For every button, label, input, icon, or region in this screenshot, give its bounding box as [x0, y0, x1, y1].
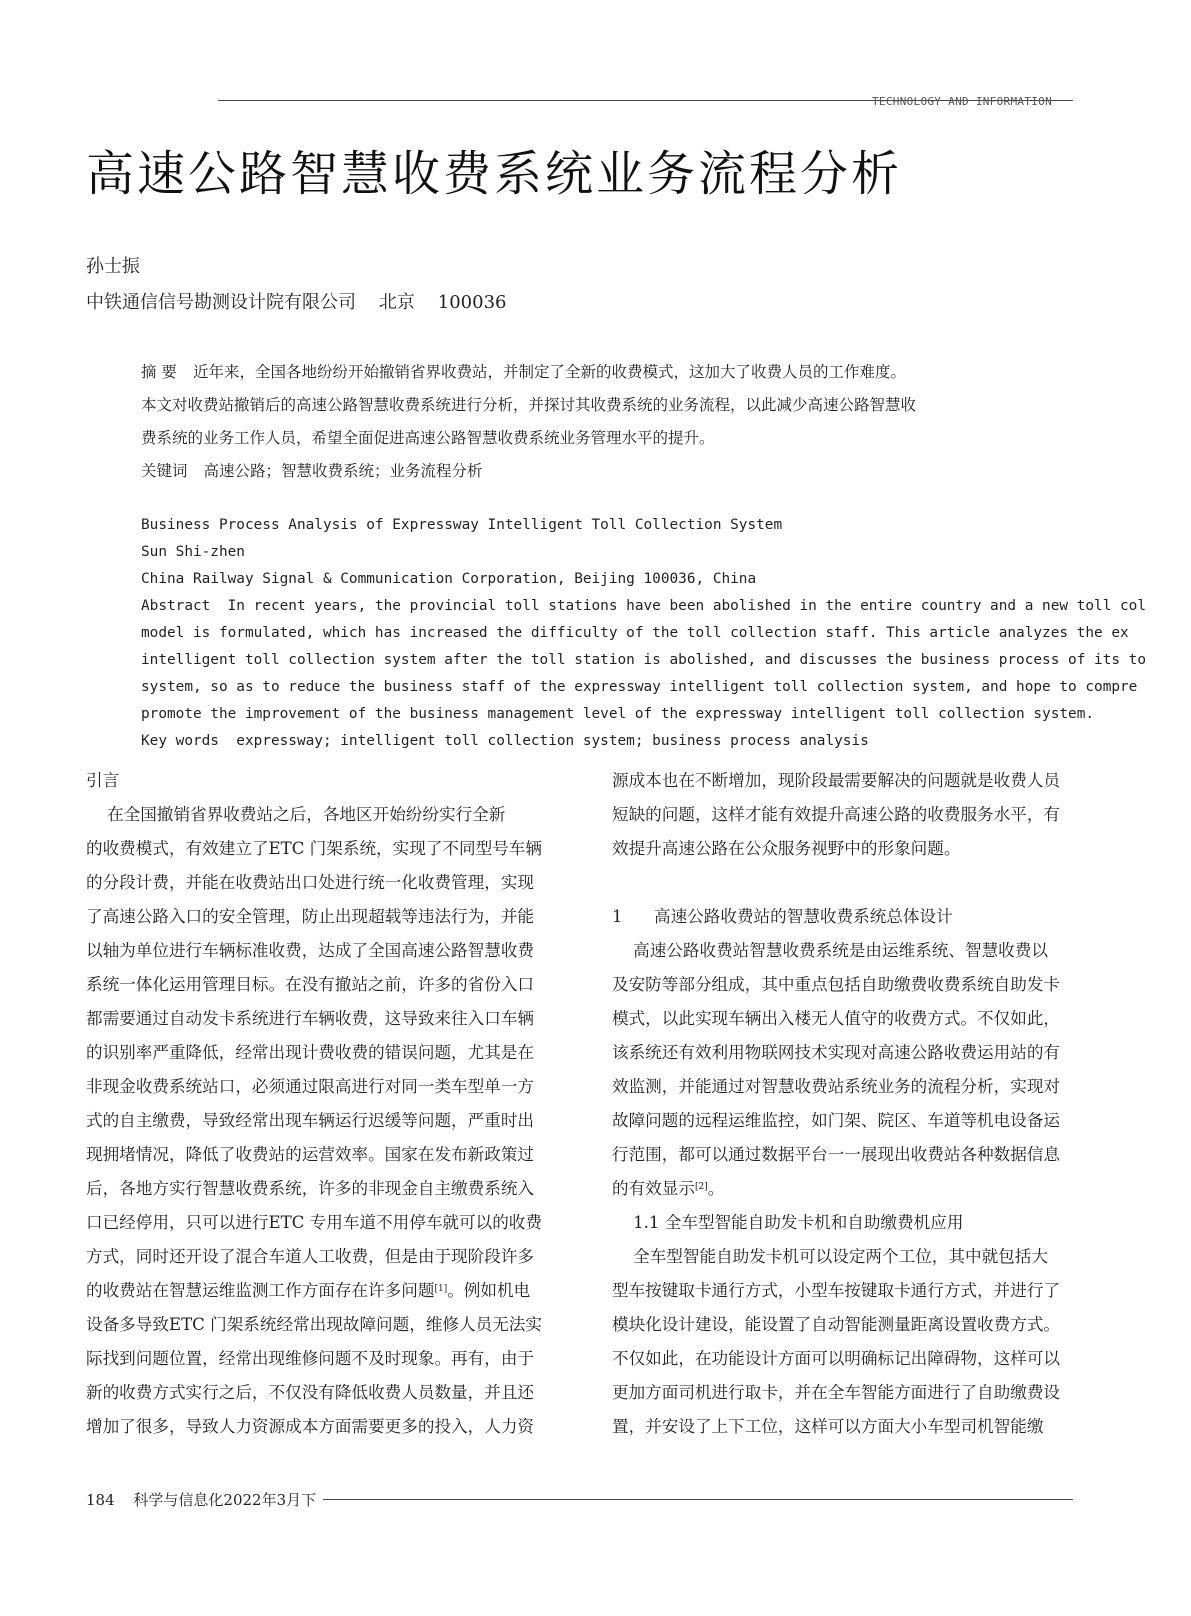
- body-line: 效监测，并能通过对智慧收费站系统业务的流程分析，实现对: [612, 1077, 1061, 1096]
- body-line: 的识别率严重降低，经常出现计费收费的错误问题，尤其是在: [86, 1043, 535, 1062]
- body-line: 更加方面司机进行取卡，并在全车智能方面进行了自助缴费设: [612, 1383, 1061, 1402]
- english-abstract-line: promote the improvement of the business management level of the expressway intelligent toll collection system.: [141, 706, 1095, 722]
- body-line: 口已经停用，只可以进行ETC 专用车道不用停车就可以的收费: [86, 1213, 542, 1232]
- body-line: 的收费模式，有效建立了ETC 门架系统，实现了不同型号车辆: [86, 839, 542, 858]
- body-line: 以轴为单位进行车辆标准收费，达成了全国高速公路智慧收费: [86, 941, 535, 960]
- page-number: 184: [86, 1491, 115, 1509]
- body-line: 非现金收费系统站口，必须通过限高进行对同一类车型单一方: [86, 1077, 535, 1096]
- body-line: 后，各地方实行智慧收费系统，许多的非现金自主缴费系统入: [86, 1179, 535, 1198]
- keywords-text: 高速公路；智慧收费系统；业务流程分析: [203, 462, 483, 480]
- body-text: 。: [707, 1179, 725, 1198]
- body-right-column: [612, 764, 1118, 1444]
- body-line: 新的收费方式实行之后，不仅没有降低收费人员数量，并且还: [86, 1383, 535, 1402]
- english-abstract-line: system, so as to reduce the business staff of the expressway intelligent toll collection system, and hope to compre: [141, 679, 1138, 695]
- section-heading-intro: 引言: [86, 771, 120, 790]
- abstract-text: 近年来，全国各地纷纷开始撤销省界收费站，并制定了全新的收费模式，这加大了收费人员的工作难度。: [192, 363, 906, 381]
- section-title: 高速公路收费站的智慧收费系统总体设计: [654, 907, 953, 926]
- body-text: 。例如机电: [447, 1281, 531, 1300]
- journal-section-label: TECHNOLOGY AND INFORMATION: [872, 95, 1052, 108]
- english-title: Business Process Analysis of Expressway Intelligent Toll Collection System: [141, 517, 783, 533]
- subsection-heading: 1.1 全车型智能自助发卡机和自助缴费机应用: [612, 1213, 964, 1232]
- citation-ref: [1]: [434, 1284, 448, 1294]
- journal-issue: 科学与信息化2022年3月下: [133, 1491, 317, 1509]
- body-line: 短缺的问题，这样才能有效提升高速公路的收费服务水平，有: [612, 805, 1061, 824]
- footer-rule: [323, 1499, 1073, 1500]
- body-line: 该系统还有效利用物联网技术实现对高速公路收费运用站的有: [612, 1043, 1061, 1062]
- english-affiliation: China Railway Signal & Communication Corporation, Beijing 100036, China: [141, 571, 757, 587]
- body-line: 的分段计费，并能在收费站出口处进行统一化收费管理，实现: [86, 873, 535, 892]
- section-number: 1: [612, 907, 623, 926]
- citation-ref: [2]: [694, 1182, 708, 1192]
- spacer: [612, 866, 1118, 900]
- body-line: 际找到问题位置，经常出现维修问题不及时现象。再有，由于: [86, 1349, 535, 1368]
- english-abstract-line: Abstract In recent years, the provincial toll stations have been abolished in the entire country and a new toll col: [141, 598, 1147, 614]
- body-line: 在全国撤销省界收费站之后，各地区开始纷纷实行全新: [86, 805, 506, 824]
- body-text: 的收费站在智慧运维监测工作方面存在许多问题: [86, 1281, 435, 1300]
- body-text: 的有效显示: [612, 1179, 695, 1198]
- body-line: 效提升高速公路在公众服务视野中的形象问题。: [612, 839, 961, 858]
- chinese-abstract: [141, 356, 1061, 488]
- body-line: 了高速公路入口的安全管理，防止出现超载等违法行为，并能: [86, 907, 535, 926]
- body-line: 行范围，都可以通过数据平台一一展现出收费站各种数据信息: [612, 1145, 1061, 1164]
- body-line: 设备多导致ETC 门架系统经常出现故障问题，维修人员无法实: [86, 1315, 542, 1334]
- body-line: 都需要通过自动发卡系统进行车辆收费，这导致来往入口车辆: [86, 1009, 535, 1028]
- english-abstract: [141, 512, 1191, 755]
- body-line: 现拥堵情况，降低了收费站的运营效率。国家在发布新政策过: [86, 1145, 535, 1164]
- article-title: 高速公路智慧收费系统业务流程分析: [86, 146, 903, 202]
- body-line: 置，并安设了上下工位，这样可以方面大小车型司机智能缴: [612, 1417, 1044, 1436]
- page-footer: [86, 1489, 330, 1510]
- body-line: [86, 1274, 591, 1308]
- body-line: 方式，同时还开设了混合车道人工收费，但是由于现阶段许多: [86, 1247, 535, 1266]
- body-line: 模块化设计建设，能设置了自动智能测量距离设置收费方式。: [612, 1315, 1061, 1334]
- body-line: 及安防等部分组成，其中重点包括自助缴费收费系统自助发卡: [612, 975, 1061, 994]
- english-author: Sun Shi-zhen: [141, 544, 245, 560]
- english-keywords: Key words expressway; intelligent toll collection system; business process analysis: [141, 733, 869, 749]
- english-abstract-line: intelligent toll collection system after the toll station is abolished, and discusses the business process of its to: [141, 652, 1147, 668]
- author-affiliation: 中铁通信信号勘测设计院有限公司 北京 100036: [86, 292, 507, 313]
- abstract-label: 摘 要: [141, 363, 177, 381]
- body-line: 不仅如此，在功能设计方面可以明确标记出障碍物，这样可以: [612, 1349, 1061, 1368]
- abstract-line: 本文对收费站撤销后的高速公路智慧收费系统进行分析，并探讨其收费系统的业务流程，以此减少高速公路智慧收: [141, 396, 917, 414]
- body-line: 型车按键取卡通行方式，小型车按键取卡通行方式，并进行了: [612, 1281, 1061, 1300]
- body-line: 增加了很多，导致人力资源成本方面需要更多的投入，人力资: [86, 1417, 535, 1436]
- section-heading-1: [612, 900, 1118, 934]
- english-abstract-line: model is formulated, which has increased the difficulty of the toll collection staff. This article analyzes the ex: [141, 625, 1129, 641]
- body-line: 源成本也在不断增加，现阶段最需要解决的问题就是收费人员: [612, 771, 1061, 790]
- body-line: 系统一体化运用管理目标。在没有撤站之前，许多的省份入口: [86, 975, 535, 994]
- body-line: 故障问题的远程运维监控，如门架、院区、车道等机电设备运: [612, 1111, 1061, 1130]
- keywords-label: 关键词: [141, 462, 188, 480]
- abstract-line: [141, 356, 1061, 389]
- body-line: [612, 1172, 1118, 1206]
- body-line: 全车型智能自助发卡机可以设定两个工位，其中就包括大: [612, 1247, 1048, 1266]
- body-left-column: [86, 764, 591, 1444]
- body-line: 式的自主缴费，导致经常出现车辆运行迟缓等问题，严重时出: [86, 1111, 535, 1130]
- keywords-line: [141, 455, 1061, 488]
- body-line: 模式，以此实现车辆出入楼无人值守的收费方式。不仅如此，: [612, 1009, 1061, 1028]
- body-line: 高速公路收费站智慧收费系统是由运维系统、智慧收费以: [612, 941, 1048, 960]
- author-name: 孙士振: [86, 256, 140, 277]
- abstract-line: 费系统的业务工作人员，希望全面促进高速公路智慧收费系统业务管理水平的提升。: [141, 429, 715, 447]
